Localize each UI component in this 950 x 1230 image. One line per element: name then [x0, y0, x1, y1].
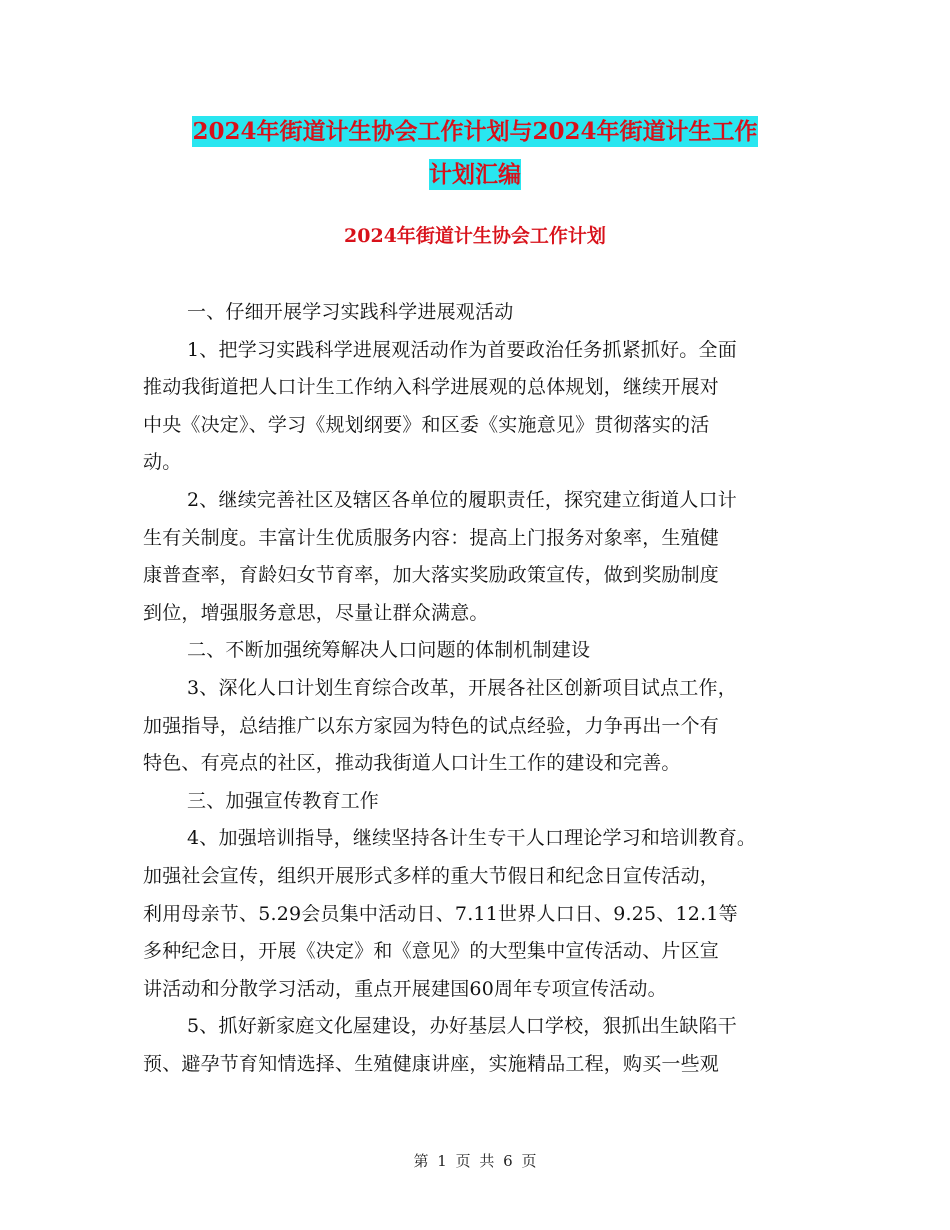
paragraph-line: 加强指导，总结推广以东方家园为特色的试点经验，力争再出一个有	[143, 714, 720, 737]
paragraph-line: 多种纪念日，开展《决定》和《意见》的大型集中宣传活动、片区宣	[143, 940, 720, 963]
paragraph-line: 讲活动和分散学习活动，重点开展建国60周年专项宣传活动。	[143, 977, 667, 1000]
paragraph-line: 4、加强培训指导，继续坚持各计生专干人口理论学习和培训教育。	[187, 827, 757, 850]
paragraph-line: 一、仔细开展学习实践科学进展观活动	[187, 301, 514, 323]
paragraph-line: 二、不断加强统筹解决人口问题的体制机制建设	[187, 639, 591, 662]
paragraph-line: 动。	[143, 451, 182, 474]
paragraph-line: 5、抓好新家庭文化屋建设，办好基层人口学校，狠抓出生缺陷干	[187, 1015, 737, 1038]
document-body	[143, 294, 823, 1083]
page-footer: 第 1 页 共 6 页	[413, 1152, 537, 1170]
paragraph-line: 预、避孕节育知情选择、生殖健康讲座，实施精品工程，购买一些观	[143, 1052, 720, 1075]
paragraph-line: 2、继续完善社区及辖区各单位的履职责任，探究建立街道人口计	[187, 488, 737, 511]
title-highlight: 2024年街道计生协会工作计划与2024年街道计生工作	[192, 118, 758, 145]
paragraph-line: 1、把学习实践科学进展观活动作为首要政治任务抓紧抓好。全面	[187, 338, 737, 361]
paragraph-line: 中央《决定》、学习《规划纲要》和区委《实施意见》贯彻落实的活	[143, 413, 710, 436]
title-highlight: 计划汇编	[429, 161, 521, 188]
paragraph-line: 特色、有亮点的社区，推动我街道人口计生工作的建设和完善。	[143, 752, 681, 775]
paragraph-line: 到位，增强服务意思，尽量让群众满意。	[143, 601, 489, 624]
paragraph-line: 生有关制度。丰富计生优质服务内容：提高上门报务对象率，生殖健	[143, 526, 720, 549]
paragraph-line: 康普查率，育龄妇女节育率，加大落实奖励政策宣传，做到奖励制度	[143, 564, 720, 587]
paragraph-line: 推动我街道把人口计生工作纳入科学进展观的总体规划，继续开展对	[143, 376, 720, 399]
document-title-line-1	[0, 108, 950, 156]
paragraph-line: 三、加强宣传教育工作	[187, 789, 380, 812]
section-title: 2024年街道计生协会工作计划	[344, 225, 606, 247]
paragraph-line: 3、深化人口计划生育综合改革，开展各社区创新项目试点工作，	[187, 676, 737, 699]
paragraph-line: 加强社会宣传，组织开展形式多样的重大节假日和纪念日宣传活动，	[143, 864, 720, 887]
paragraph-line: 利用母亲节、5.29会员集中活动日、7.11世界人口日、9.25、12.1等	[143, 902, 738, 925]
document-title-line-2	[0, 151, 950, 199]
